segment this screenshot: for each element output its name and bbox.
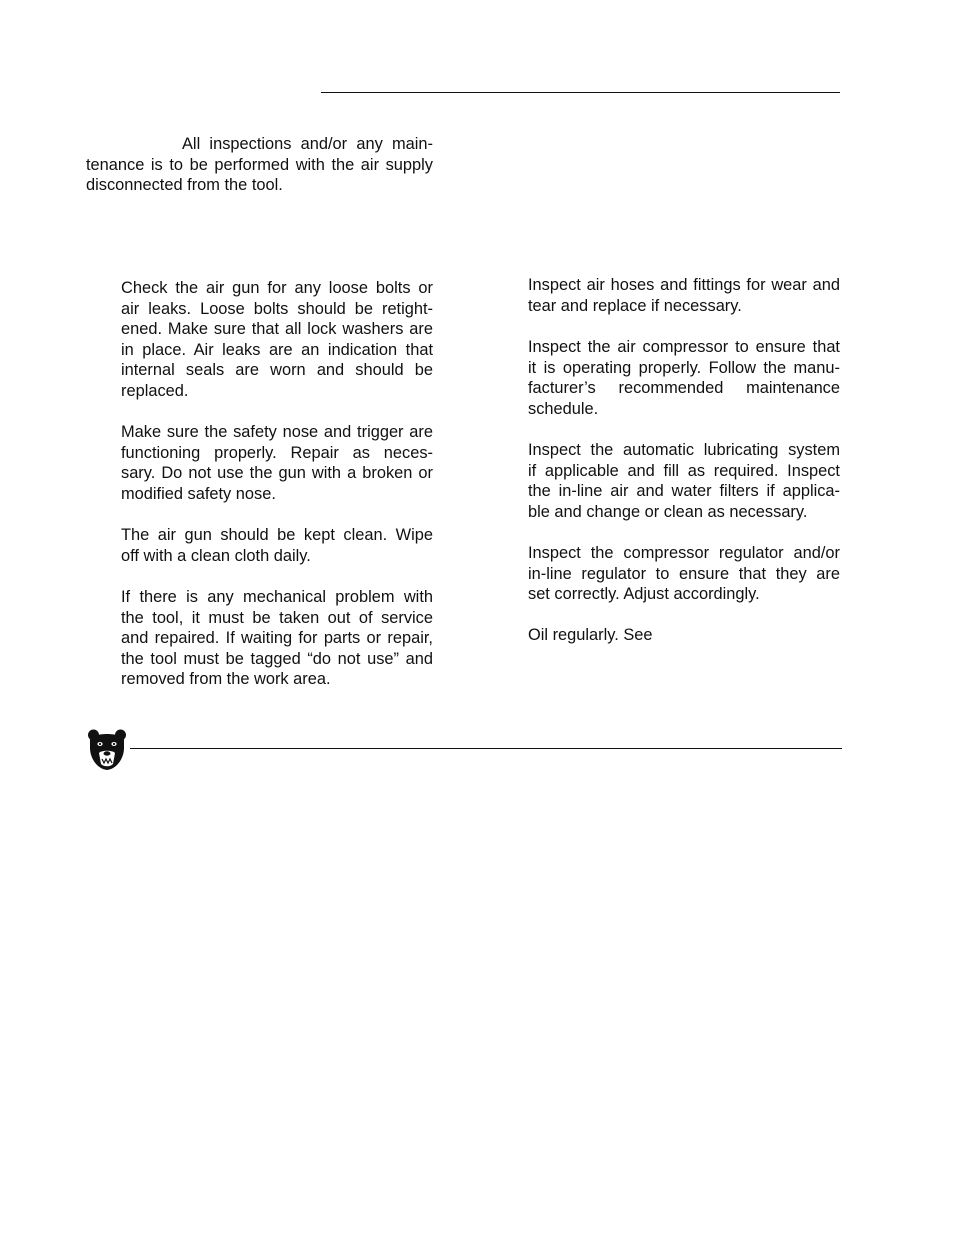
text-line: modified safety nose.	[121, 484, 276, 503]
text-line: schedule.	[528, 399, 599, 418]
text-line: The air gun should be kept clean. Wipe	[121, 526, 433, 544]
text-line: air leaks. Loose bolts should be retight-	[121, 299, 433, 318]
text-line: off with a clean cloth daily.	[121, 546, 311, 565]
paragraph-oil-regularly	[528, 625, 840, 646]
paragraph-keep-clean	[121, 525, 433, 566]
paragraph-air-hoses	[528, 275, 840, 316]
text-line: ble and change or clean as necessary.	[528, 502, 808, 521]
text-line	[86, 134, 433, 155]
text-line: sary. Do not use the gun with a broken or	[121, 464, 433, 483]
text-line: set correctly. Adjust accordingly.	[528, 585, 760, 604]
text-line: the tool must be tagged “do not use” and	[121, 649, 433, 668]
text-line: Inspect the automatic lubricating system	[528, 441, 840, 459]
text-line: if applicable and fill as required. Inspect	[528, 461, 840, 480]
text-line: tenance is to be performed with the air supply	[86, 155, 433, 174]
text-line: in place. Air leaks are an indication that	[121, 340, 433, 359]
text-line: If there is any mechanical problem with	[121, 588, 433, 606]
text-line: replaced.	[121, 381, 189, 400]
text-line: in-line regulator to ensure that they are	[528, 564, 840, 583]
paragraph-mechanical-problem	[121, 587, 433, 690]
paragraph-air-compressor	[528, 337, 840, 419]
text-line: tear and replace if necessary.	[528, 296, 742, 315]
text-line: the in-line air and water filters if applica-	[528, 482, 840, 501]
text-line: Inspect the air compressor to ensure that	[528, 338, 840, 356]
text-line: disconnected from the tool.	[86, 176, 283, 195]
text-line: internal seals are worn and should be	[121, 361, 433, 380]
paragraph-loose-bolts	[121, 278, 433, 402]
text-line: Inspect air hoses and fittings for wear and	[528, 276, 840, 294]
text-line: functioning properly. Repair as neces-	[121, 443, 433, 462]
paragraph-lubricating-system	[528, 440, 840, 522]
text-line: it is operating properly. Follow the manu-	[528, 358, 840, 377]
text-line: Inspect the compressor regulator and/or	[528, 544, 840, 562]
header-rule	[321, 92, 840, 93]
intro-paragraph	[86, 134, 433, 196]
footer-rule	[130, 748, 842, 749]
text-line: removed from the work area.	[121, 670, 331, 689]
text-line: and repaired. If waiting for parts or repair,	[121, 629, 433, 648]
text-line: the tool, it must be taken out of service	[121, 608, 433, 627]
text-line: Check the air gun for any loose bolts or	[121, 279, 433, 297]
text-line: ened. Make sure that all lock washers are	[121, 320, 433, 339]
text-line: Oil regularly. See	[528, 626, 653, 644]
text-line: Make sure the safety nose and trigger are	[121, 423, 433, 441]
paragraph-safety-nose	[121, 422, 433, 504]
paragraph-regulator	[528, 543, 840, 605]
intro-line-1: All inspections and/or any main-	[182, 135, 433, 153]
bear-head-icon	[87, 728, 127, 772]
text-line: facturer’s recommended maintenance	[528, 379, 840, 398]
